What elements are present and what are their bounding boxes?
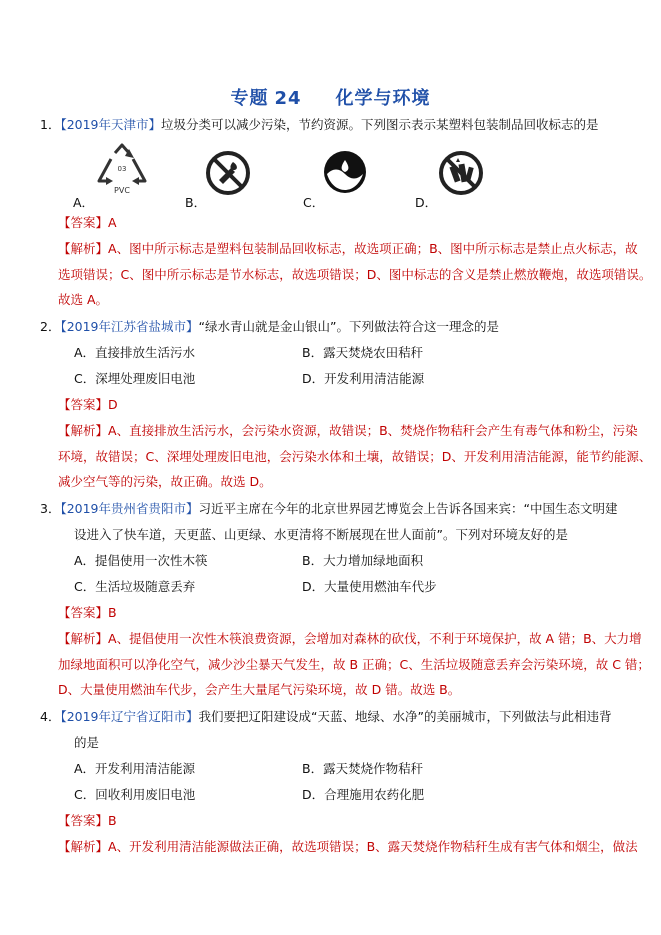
q4-analysis-line: 【解析】A、开发利用清洁能源做法正确，故选项错误；B、露天焚烧作物秸秆生成有害气体和烟尘，做法 <box>58 839 638 854</box>
page-title <box>0 84 661 110</box>
q3-analysis-line: 【解析】A、提倡使用一次性木筷浪费资源，会增加对森林的砍伐，不利于环境保护，故 A 错；B、大力增 <box>58 631 642 646</box>
recycle-pvc-icon <box>93 143 151 195</box>
no-firecracker-icon <box>438 150 484 196</box>
q1-analysis-line: 故选 A。 <box>58 292 109 307</box>
q2-number: 2． <box>40 319 61 334</box>
q1-source: 【2019年天津市】 <box>60 117 162 132</box>
q3-option-a: A．提倡使用一次性木筷 <box>74 553 208 568</box>
answer-value: B <box>108 605 117 620</box>
q3-option-c: C．生活垃圾随意丢弃 <box>74 579 196 594</box>
answer-value: D <box>108 397 118 412</box>
no-fire-icon <box>205 150 251 196</box>
q2-analysis-line: 环境，故错误；C、深埋处理废旧电池，会污染水体和土壤，故错误；D、开发利用清洁能源，能节约能源、 <box>58 449 652 464</box>
title-number: 24 <box>274 88 302 109</box>
q1-number: 1． <box>40 117 61 132</box>
analysis-tag: 【解析】 <box>58 839 109 854</box>
analysis-tag: 【解析】 <box>58 631 109 646</box>
q2-analysis-line: 【解析】A、直接排放生活污水，会污染水资源，故错误；B、焚烧作物秸秆会产生有毒气体和粉尘，污染 <box>58 423 638 438</box>
q4-answer <box>58 812 117 830</box>
title-name: 化学与环境 <box>335 88 431 109</box>
q3-number: 3． <box>40 501 61 516</box>
q1-answer <box>58 214 117 232</box>
q1-stem <box>40 116 599 134</box>
analysis-tag: 【解析】 <box>58 241 109 256</box>
answer-tag: 【答案】 <box>58 215 109 230</box>
q4-option-d: D．合理施用农药化肥 <box>302 787 425 802</box>
q1-option-d: D． <box>415 195 438 210</box>
q3-source: 【2019年贵州省贵阳市】 <box>60 501 199 516</box>
analysis-tag: 【解析】 <box>58 423 109 438</box>
q3-stem: 3．【2019年贵州省贵阳市】习近平主席在今年的北京世界园艺博览会上告诉各国来宾：“中国生态文明建 <box>40 501 618 516</box>
q1-text: 垃圾分类可以减少污染，节约资源。下列图示表示某塑料包装制品回收标志的是 <box>161 117 599 132</box>
q4-number: 4． <box>40 709 61 724</box>
answer-value: B <box>108 813 117 828</box>
q1-analysis-line: 选项错误；C、图中所示标志是节水标志，故选项错误；D、图中标志的含义是禁止燃放鞭炮，故选项错误。 <box>58 267 652 282</box>
q3-option-d: D．大量使用燃油车代步 <box>302 579 437 594</box>
q3-analysis-line: D、大量使用燃油车代步，会产生大量尾气污染环境，故 D 错。故选 B。 <box>58 682 461 697</box>
q4-stem: 4．【2019年辽宁省辽阳市】我们要把辽阳建设成“天蓝、地绿、水净”的美丽城市，下列做法与此相违背 <box>40 709 612 724</box>
q2-option-c: C．深埋处理废旧电池 <box>74 371 196 386</box>
recycle-label: PVC <box>114 186 130 195</box>
q3-analysis-line: 加绿地面积可以净化空气，减少沙尘暴天气发生，故 B 正确；C、生活垃圾随意丢弃会污染环境，故 C 错； <box>58 657 650 672</box>
answer-tag: 【答案】 <box>58 605 109 620</box>
q2-text: “绿水青山就是金山银山”。下列做法符合这一理念的是 <box>198 319 499 334</box>
q1-analysis-line: 【解析】A、图中所示标志是塑料包装制品回收标志，故选项正确；B、图中所示标志是禁止点火标志，故 <box>58 241 638 256</box>
q2-option-b: B．露天焚烧农田秸秆 <box>302 345 424 360</box>
answer-tag: 【答案】 <box>58 813 109 828</box>
q2-option-d: D．开发利用清洁能源 <box>302 371 425 386</box>
answer-value: A <box>108 215 117 230</box>
q3-option-b: B．大力增加绿地面积 <box>302 553 424 568</box>
q2-answer <box>58 396 118 414</box>
q4-option-c: C．回收利用废旧电池 <box>74 787 196 802</box>
answer-tag: 【答案】 <box>58 397 109 412</box>
q4-source: 【2019年辽宁省辽阳市】 <box>60 709 199 724</box>
water-saving-icon <box>323 150 367 194</box>
q2-analysis-line: 减少空气等的污染，故正确。故选 D。 <box>58 474 272 489</box>
q2-source: 【2019年江苏省盐城市】 <box>60 319 199 334</box>
q4-option-a: A．开发利用清洁能源 <box>74 761 196 776</box>
q4-option-b: B．露天焚烧作物秸秆 <box>302 761 424 776</box>
q2-stem <box>40 318 499 336</box>
q3-stem-continued: 设进入了快车道，天更蓝、山更绿、水更清将不断展现在世人面前”。下列对环境友好的是 <box>74 527 568 542</box>
recycle-code: 03 <box>117 165 127 173</box>
q2-option-a: A．直接排放生活污水 <box>74 345 196 360</box>
q1-option-c: C． <box>303 195 325 210</box>
q1-option-b: B． <box>185 195 207 210</box>
q4-stem-continued: 的是 <box>74 735 100 750</box>
q3-answer <box>58 604 117 622</box>
q1-option-a: A． <box>73 195 95 210</box>
title-prefix: 专题 <box>230 88 269 109</box>
